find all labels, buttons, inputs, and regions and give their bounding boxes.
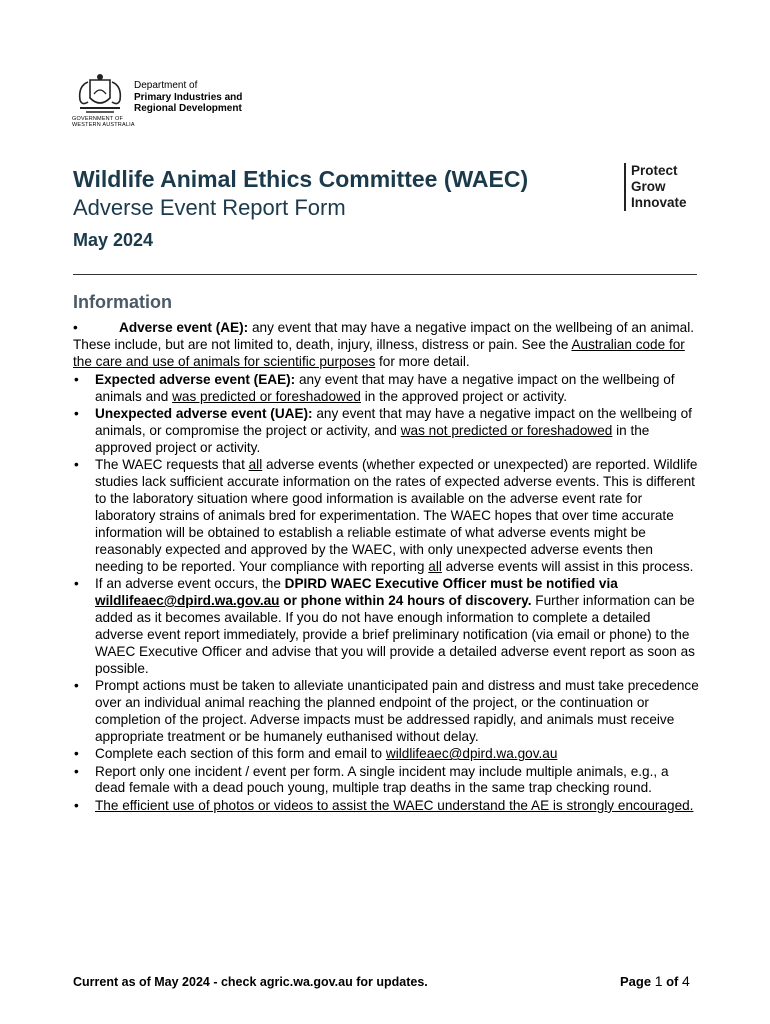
divider xyxy=(73,274,697,275)
page-number: Page 1 of 4 xyxy=(620,973,690,989)
dept-line-1: Department of xyxy=(134,80,198,91)
government-label xyxy=(72,116,135,128)
tagline-grow: Grow xyxy=(631,179,666,194)
department-name xyxy=(134,80,242,115)
code-link[interactable]: Australian code for the care and use of animals for scientific purposes xyxy=(73,336,685,369)
list-item-one-incident: • Report only one incident / event per form. A single incident may include multiple animals, e.g., a dead female with a dead pouch young, multiple trap deaths in the same trap checking round. xyxy=(73,764,701,798)
list-item-photos: • The efficient use of photos or videos to assist the WAEC understand the AE is strongly encouraged. xyxy=(73,798,701,815)
dept-line-2: Primary Industries and xyxy=(134,91,243,103)
tagline-innovate: Innovate xyxy=(631,195,687,210)
list-item-notify: • If an adverse event occurs, the DPIRD WAEC Executive Officer must be notified via wildlifeaec@dpird.wa.gov.au or phone within 24 hours of discovery. Further information can be added as it becomes available. If you do not have enough information to complete a detailed adverse event report immediately, provide a brief preliminary notification (via email or phone) to the WAEC Executive Officer and advise that you will provide a detailed adverse event report as soon as possible. xyxy=(73,576,701,677)
list-item-unexpected-adverse-event: • Unexpected adverse event (UAE): any event that may have a negative impact on the wellbeing of animals, or compromise the project or activity, and was not predicted or foreshadowed in the approved project or activity. xyxy=(73,406,701,457)
page-subtitle: Adverse Event Report Form xyxy=(73,195,346,220)
tagline xyxy=(624,163,687,211)
list-item-report-all: • The WAEC requests that all adverse events (whether expected or unexpected) are reported. Wildlife studies lack sufficient accurate information on the rates of expected adverse events. This is different to the laboratory situation where good information is available on the adverse event rate for laboratory strains of animals bred for experimentation. The WAEC hopes that over time accurate information will be obtained to establish a reliable estimate of what adverse events might be reasonably expected and approved by the WAEC, with only unexpected adverse events then needing to be reported. Your compliance with reporting all adverse events will assist in this process. xyxy=(73,457,701,575)
footer-note: Current as of May 2024 - check agric.wa.gov.au for updates. xyxy=(73,975,428,989)
gov-line-2: WESTERN AUSTRALIA xyxy=(72,122,135,128)
crest-icon xyxy=(72,72,128,116)
information-list xyxy=(73,320,701,815)
list-item-complete-form: • Complete each section of this form and email to wildlifeaec@dpird.wa.gov.au xyxy=(73,746,701,763)
page-title: Wildlife Animal Ethics Committee (WAEC) xyxy=(73,166,529,192)
dept-line-3: Regional Development xyxy=(134,103,242,114)
list-item-prompt-actions: • Prompt actions must be taken to alleviate unanticipated pain and distress and must take precedence over an individual animal reaching the planned endpoint of the project, or the continuation or completion of the project. Adverse impacts must be addressed rapidly, and animals must receive appropriate treatment or be humanely euthanised without delay. xyxy=(73,678,701,746)
list-item-expected-adverse-event: • Expected adverse event (EAE): any event that may have a negative impact on the wellbeing of animals and was predicted or foreshadowed in the approved project or activity. xyxy=(73,372,701,406)
gov-line-1: GOVERNMENT OF xyxy=(72,116,124,122)
list-item-adverse-event: • Adverse event (AE): any event that may have a negative impact on the wellbeing of an animal. These include, but are not limited to, death, injury, illness, distress or pain. See the Australian code for the care and use of animals for scientific purposes for more detail. xyxy=(73,320,695,369)
tagline-protect: Protect xyxy=(631,163,678,178)
email-link[interactable]: wildlifeaec@dpird.wa.gov.au xyxy=(385,746,558,762)
bullet: • xyxy=(73,320,78,335)
email-link[interactable]: wildlifeaec@dpird.wa.gov.au xyxy=(95,593,280,608)
form-date: May 2024 xyxy=(73,230,154,250)
section-heading-information: Information xyxy=(73,292,172,312)
dpird-logo xyxy=(72,72,252,128)
